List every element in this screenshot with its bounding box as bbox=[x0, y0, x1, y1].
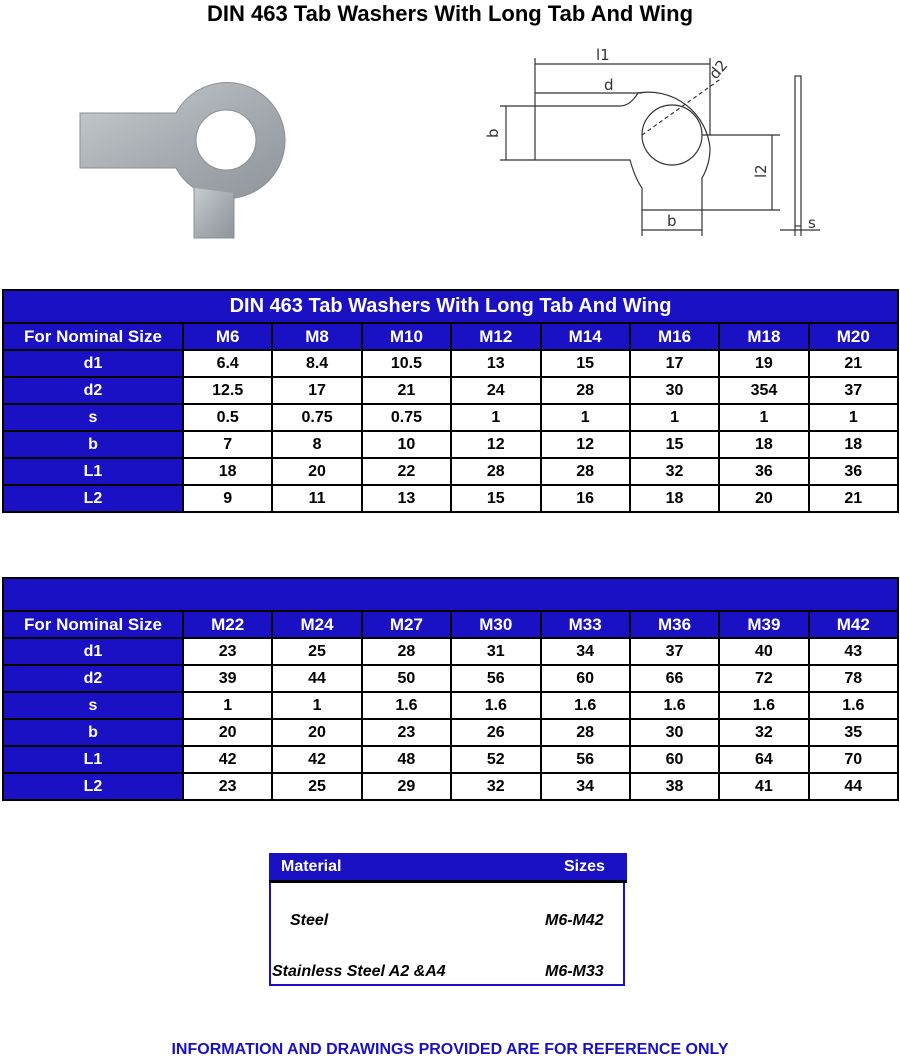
table-cell: 8.4 bbox=[272, 350, 361, 377]
table-cell: 34 bbox=[541, 773, 630, 800]
table-cell: 78 bbox=[809, 665, 898, 692]
table-cell: 13 bbox=[451, 350, 540, 377]
header-label: For Nominal Size bbox=[3, 611, 183, 638]
row-label: L2 bbox=[3, 485, 183, 512]
row-label: d2 bbox=[3, 377, 183, 404]
row-label: s bbox=[3, 692, 183, 719]
table-cell: 23 bbox=[362, 719, 451, 746]
table-row bbox=[3, 350, 898, 377]
table-cell: 42 bbox=[183, 746, 272, 773]
label-d2: d2 bbox=[705, 56, 732, 83]
label-d: d bbox=[604, 76, 614, 94]
table-cell: 0.5 bbox=[183, 404, 272, 431]
table-cell: 32 bbox=[719, 719, 808, 746]
table-cell: 7 bbox=[183, 431, 272, 458]
table-cell: 72 bbox=[719, 665, 808, 692]
table-cell: 16 bbox=[541, 485, 630, 512]
table-cell: 0.75 bbox=[272, 404, 361, 431]
table-cell: 26 bbox=[451, 719, 540, 746]
table-cell: 17 bbox=[272, 377, 361, 404]
table-cell: 21 bbox=[362, 377, 451, 404]
table-cell: 22 bbox=[362, 458, 451, 485]
label-l1: l1 bbox=[596, 46, 610, 64]
table-cell: 10 bbox=[362, 431, 451, 458]
table-cell: 30 bbox=[630, 377, 719, 404]
table-cell: 18 bbox=[183, 458, 272, 485]
table-cell: 20 bbox=[272, 458, 361, 485]
table-cell: 41 bbox=[719, 773, 808, 800]
table-cell: 32 bbox=[630, 458, 719, 485]
size-header: M33 bbox=[541, 611, 630, 638]
table-cell: 66 bbox=[630, 665, 719, 692]
table-cell: 42 bbox=[272, 746, 361, 773]
table-row bbox=[3, 746, 898, 773]
table-row bbox=[3, 665, 898, 692]
size-header: M6 bbox=[183, 323, 272, 350]
materials-header bbox=[269, 853, 627, 883]
table-cell: 64 bbox=[719, 746, 808, 773]
size-header: M10 bbox=[362, 323, 451, 350]
table-cell: 25 bbox=[272, 638, 361, 665]
row-label: b bbox=[3, 431, 183, 458]
table-cell: 10.5 bbox=[362, 350, 451, 377]
table-cell: 1 bbox=[451, 404, 540, 431]
row-label: L1 bbox=[3, 458, 183, 485]
table-cell: 1.6 bbox=[809, 692, 898, 719]
table-cell: 15 bbox=[541, 350, 630, 377]
table-cell: 17 bbox=[630, 350, 719, 377]
table-cell: 44 bbox=[272, 665, 361, 692]
table-cell: 13 bbox=[362, 485, 451, 512]
material-name: Steel bbox=[290, 912, 329, 929]
table-cell: 32 bbox=[451, 773, 540, 800]
table-cell: 34 bbox=[541, 638, 630, 665]
table-cell: 60 bbox=[541, 665, 630, 692]
table-cell: 15 bbox=[630, 431, 719, 458]
table-cell: 12 bbox=[541, 431, 630, 458]
size-header: M39 bbox=[719, 611, 808, 638]
table-cell: 0.75 bbox=[362, 404, 451, 431]
table-cell: 9 bbox=[183, 485, 272, 512]
table-cell: 1 bbox=[183, 692, 272, 719]
row-label: s bbox=[3, 404, 183, 431]
table-row bbox=[3, 692, 898, 719]
size-table-2 bbox=[2, 577, 899, 801]
table-cell: 19 bbox=[719, 350, 808, 377]
table-row bbox=[3, 431, 898, 458]
size-header: M14 bbox=[541, 323, 630, 350]
size-header: M12 bbox=[451, 323, 540, 350]
row-label: d2 bbox=[3, 665, 183, 692]
table-cell: 1 bbox=[541, 404, 630, 431]
table-cell: 56 bbox=[451, 665, 540, 692]
table-cell: 21 bbox=[809, 485, 898, 512]
table-row bbox=[3, 638, 898, 665]
technical-drawing bbox=[480, 38, 840, 248]
table-cell: 20 bbox=[272, 719, 361, 746]
table-cell: 28 bbox=[362, 638, 451, 665]
table-cell: 6.4 bbox=[183, 350, 272, 377]
table-cell: 18 bbox=[719, 431, 808, 458]
table-cell: 28 bbox=[451, 458, 540, 485]
sizes-header-label: Sizes bbox=[564, 858, 605, 875]
size-header: M42 bbox=[809, 611, 898, 638]
table-cell: 30 bbox=[630, 719, 719, 746]
table-cell: 1.6 bbox=[719, 692, 808, 719]
table-cell: 15 bbox=[451, 485, 540, 512]
table-row bbox=[3, 773, 898, 800]
header-row bbox=[3, 323, 898, 350]
table-cell: 50 bbox=[362, 665, 451, 692]
label-l2: l2 bbox=[752, 164, 770, 178]
table-cell: 60 bbox=[630, 746, 719, 773]
row-label: d1 bbox=[3, 350, 183, 377]
table-cell: 43 bbox=[809, 638, 898, 665]
size-header: M36 bbox=[630, 611, 719, 638]
size-header: M30 bbox=[451, 611, 540, 638]
table-cell: 29 bbox=[362, 773, 451, 800]
table-cell: 8 bbox=[272, 431, 361, 458]
row-label: d1 bbox=[3, 638, 183, 665]
size-header: M27 bbox=[362, 611, 451, 638]
table-cell: 23 bbox=[183, 638, 272, 665]
page-title: DIN 463 Tab Washers With Long Tab And Wing bbox=[206, 1, 694, 26]
table-cell: 70 bbox=[809, 746, 898, 773]
table-cell: 28 bbox=[541, 458, 630, 485]
size-header: M22 bbox=[183, 611, 272, 638]
table-cell: 52 bbox=[451, 746, 540, 773]
table-cell: 1.6 bbox=[362, 692, 451, 719]
table-cell: 37 bbox=[630, 638, 719, 665]
table-cell: 48 bbox=[362, 746, 451, 773]
table-cell: 1 bbox=[630, 404, 719, 431]
label-b-left: b bbox=[484, 128, 502, 138]
table-cell: 1.6 bbox=[541, 692, 630, 719]
material-header-label: Material bbox=[281, 858, 342, 875]
table-cell: 39 bbox=[183, 665, 272, 692]
table-cell: 1 bbox=[272, 692, 361, 719]
table-cell: 21 bbox=[809, 350, 898, 377]
table-cell: 56 bbox=[541, 746, 630, 773]
washer-photo bbox=[66, 68, 296, 248]
table-cell: 18 bbox=[630, 485, 719, 512]
table-row bbox=[3, 719, 898, 746]
table-cell: 28 bbox=[541, 377, 630, 404]
table-cell: 44 bbox=[809, 773, 898, 800]
table-cell: 38 bbox=[630, 773, 719, 800]
size-table-1 bbox=[2, 289, 899, 513]
table-cell: 35 bbox=[809, 719, 898, 746]
table-title bbox=[3, 578, 898, 611]
table-cell: 354 bbox=[719, 377, 808, 404]
size-header: M24 bbox=[272, 611, 361, 638]
table-cell: 12 bbox=[451, 431, 540, 458]
table-cell: 31 bbox=[451, 638, 540, 665]
table-row bbox=[3, 485, 898, 512]
label-s: s bbox=[808, 214, 816, 232]
disclaimer-footer: INFORMATION AND DRAWINGS PROVIDED ARE FOR REFERENCE ONLY bbox=[171, 1041, 729, 1058]
table-row bbox=[3, 377, 898, 404]
table-title: DIN 463 Tab Washers With Long Tab And Wing bbox=[3, 290, 898, 323]
table-cell: 37 bbox=[809, 377, 898, 404]
table-cell: 28 bbox=[541, 719, 630, 746]
table-cell: 18 bbox=[809, 431, 898, 458]
row-label: b bbox=[3, 719, 183, 746]
table-cell: 1 bbox=[809, 404, 898, 431]
row-label: L1 bbox=[3, 746, 183, 773]
header-label: For Nominal Size bbox=[3, 323, 183, 350]
table-cell: 40 bbox=[719, 638, 808, 665]
table-cell: 1 bbox=[719, 404, 808, 431]
table-cell: 36 bbox=[719, 458, 808, 485]
table-cell: 25 bbox=[272, 773, 361, 800]
table-cell: 1.6 bbox=[451, 692, 540, 719]
material-sizes: M6-M42 bbox=[545, 912, 604, 929]
size-header: M18 bbox=[719, 323, 808, 350]
table-row bbox=[3, 458, 898, 485]
table-cell: 12.5 bbox=[183, 377, 272, 404]
table-cell: 24 bbox=[451, 377, 540, 404]
table-cell: 20 bbox=[719, 485, 808, 512]
material-name: Stainless Steel A2 &A4 bbox=[272, 963, 446, 980]
size-header: M8 bbox=[272, 323, 361, 350]
table-row bbox=[3, 404, 898, 431]
row-label: L2 bbox=[3, 773, 183, 800]
table-cell: 11 bbox=[272, 485, 361, 512]
label-b-bottom: b bbox=[667, 212, 677, 230]
header-row bbox=[3, 611, 898, 638]
table-cell: 36 bbox=[809, 458, 898, 485]
table-cell: 1.6 bbox=[630, 692, 719, 719]
table-cell: 23 bbox=[183, 773, 272, 800]
material-sizes: M6-M33 bbox=[545, 963, 604, 980]
table-cell: 20 bbox=[183, 719, 272, 746]
size-header: M16 bbox=[630, 323, 719, 350]
size-header: M20 bbox=[809, 323, 898, 350]
